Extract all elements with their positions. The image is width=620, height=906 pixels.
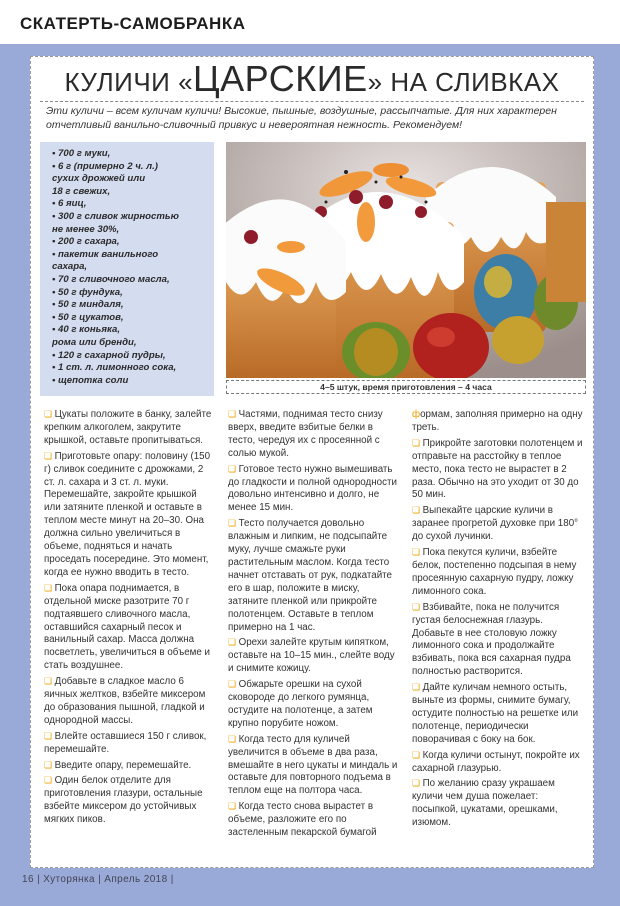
instructions-column-1 bbox=[44, 408, 216, 829]
instruction-step bbox=[412, 408, 584, 435]
step-text: Дайте куличам немного остыть, выньте из формы, снимите бумагу, остудите полностью на решетке или полотенце, периодически поворачивая с боку на бок. bbox=[412, 682, 579, 745]
step-bullet-icon: ❏ bbox=[412, 778, 423, 789]
title-highlight: ЦАРСКИЕ bbox=[193, 58, 368, 99]
instruction-step bbox=[44, 774, 216, 827]
step-text: Прикройте заготовки полотенцем и отправьте на расстойку в теплое место, пока тесто не вырастет в 2 раза. Обычно на это уходит от 30 до 50 мин. bbox=[412, 437, 583, 501]
ingredient-line: 18 г свежих, bbox=[52, 185, 111, 197]
instruction-step bbox=[44, 408, 216, 448]
instructions-column-3 bbox=[412, 408, 584, 832]
step-text: Добавьте в сладкое масло 6 яичных желтков, взбейте миксером до образования пышной, гладкой и однородной массы. bbox=[44, 676, 206, 726]
step-text: Приготовьте опару: половину (150 г) сливок соедините с дрожжами, 2 ст. л. сахара и 3 ст. л. муки. Перемешайте, закройте крышкой или затяните пленкой и оставьте в теплом месте минут на 20–30. Она должна сильно увеличиться в объеме, подняться и начать проседать посередине. Это момент, когда ее нужно вводить в тесто. bbox=[44, 450, 211, 578]
step-bullet-icon: ❏ bbox=[412, 437, 423, 448]
step-bullet-icon: ❏ bbox=[44, 450, 55, 461]
instructions-column-2 bbox=[228, 408, 400, 842]
instruction-step bbox=[228, 733, 400, 799]
step-bullet-icon: ❏ bbox=[228, 463, 239, 474]
step-bullet-icon: ❏ bbox=[412, 682, 423, 693]
instruction-step bbox=[228, 463, 400, 516]
ingredient-line: • 50 г фундука, bbox=[52, 286, 123, 298]
ingredient-line: • щепотка соли bbox=[52, 374, 129, 386]
step-text: Пока пекутся куличи, взбейте белок, постепенно подсыпая в нему просеянную сахарную пудру, ложку лимонного сока. bbox=[412, 547, 577, 597]
ingredient-line: • 6 яиц, bbox=[52, 198, 87, 210]
step-text: Один белок отделите для приготовления глазури, остальные взбейте миксером до устойчивых мягких пиков. bbox=[44, 775, 203, 826]
step-text: Выпекайте царские куличи в заранее прогретой духовке при 180° до сухой лучинки. bbox=[412, 505, 579, 543]
step-bullet-icon: ❏ bbox=[44, 759, 55, 770]
step-bullet-icon: ❏ bbox=[412, 601, 423, 612]
ingredient-line: • 200 г сахара, bbox=[52, 236, 120, 248]
title-divider bbox=[40, 101, 584, 102]
instruction-step bbox=[412, 504, 584, 544]
step-bullet-icon: ❏ bbox=[412, 749, 423, 760]
step-text: Когда куличи остынут, покройте их сахарной глазурью. bbox=[412, 749, 580, 774]
instruction-step bbox=[228, 408, 400, 461]
step-text: Когда тесто для куличей увеличится в объеме в два раза, вмешайте в него цукаты и миндаль и оставьте для повторного подъема в теплом еще на полтора часа. bbox=[228, 733, 398, 797]
ingredient-line: • 700 г муки, bbox=[52, 148, 111, 159]
instruction-step bbox=[228, 800, 400, 840]
step-text: По желанию сразу украшаем куличи чем душа пожелает: посыпкой, цукатами, орешками, изюмом. bbox=[412, 778, 558, 829]
step-bullet-icon: ❏ bbox=[44, 409, 55, 419]
step-text: Цукаты положите в банку, залейте крепким алкоголем, закрутите крышкой, оставьте пропитываться. bbox=[44, 409, 212, 446]
step-bullet-icon: ❏ bbox=[228, 518, 239, 529]
step-bullet-icon: ❏ bbox=[412, 505, 423, 516]
step-text: Введите опару, перемешайте. bbox=[54, 759, 192, 771]
step-text: формам, заполняя примерно на одну треть. bbox=[412, 409, 583, 433]
recipe-intro: Эти куличи – всем куличам куличи! Высокие, пышные, воздушные, рассыпчатые. Для них характерен отчетливый ванильно-сливочный привкус и невероятная нежность. Рекомендуем! bbox=[46, 105, 557, 131]
instruction-step bbox=[44, 582, 216, 673]
step-text: Взбивайте, пока не получится густая белоснежная глазурь. Добавьте в нее столовую ложку лимонного сока и продолжайте взбивать, пока вся сахарная пудра полностью растворится. bbox=[412, 601, 571, 678]
instruction-step bbox=[44, 730, 216, 757]
photo-caption: 4–5 штук, время приготовления – 4 часа bbox=[226, 380, 586, 394]
step-bullet-icon: ❏ bbox=[44, 730, 55, 741]
step-text: Обжарьте орешки на сухой сковороде до легкого румянца, остудите на полотенце, а затем крупно порубите ножом. bbox=[228, 679, 373, 729]
ingredient-line: • 1 ст. л. лимонного сока, bbox=[52, 362, 177, 374]
step-text: Готовое тесто нужно вымешивать до гладкости и полной однородности довольно интенсивно и долго, не менее 15 мин. bbox=[228, 463, 397, 514]
photo-illustration bbox=[226, 142, 586, 378]
recipe-title bbox=[30, 58, 594, 100]
instruction-step bbox=[228, 636, 400, 676]
instruction-step bbox=[412, 749, 584, 776]
step-bullet-icon: ❏ bbox=[228, 679, 239, 690]
instruction-step bbox=[228, 517, 400, 634]
ingredients-box bbox=[40, 142, 214, 396]
step-bullet-icon: ❏ bbox=[228, 733, 239, 744]
title-part-1: КУЛИЧИ « bbox=[64, 67, 194, 97]
section-label: СКАТЕРТЬ-САМОБРАНКА bbox=[20, 14, 246, 33]
step-text: Тесто получается довольно влажным и липким, не подсыпайте муку, лучше смажьте руки растительным маслом. Когда тесто начнет отставать от рук, подкатайте его в шар, положите в миску, затяните пленкой или прикройте полотенцем. Оставьте в теплом примерно на 1 час. bbox=[228, 518, 392, 633]
ingredient-line: не менее 30%, bbox=[52, 223, 120, 235]
step-text: Орехи залейте крутым кипятком, оставьте на 10–15 мин., слейте воду и снимите кожицу. bbox=[228, 637, 395, 675]
step-text: Частями, поднимая тесто снизу вверх, введите взбитые белки в тесто, чередуя их с просеянной с солью мукой. bbox=[228, 409, 383, 459]
ingredient-line: • 50 г цукатов, bbox=[52, 311, 124, 323]
step-text: Пока опара поднимается, в отдельной миске разотрите 70 г подтаявшего сливочного масла, оставшийся сахарный песок и ванильный сахар. Масса должна посветлеть, увеличиться в объеме и стать воздушнее. bbox=[44, 582, 211, 672]
ingredient-line: • 70 г сливочного масла, bbox=[52, 273, 170, 285]
ingredient-line: • 120 г сахарной пудры, bbox=[52, 349, 166, 361]
instruction-step bbox=[44, 675, 216, 728]
ingredient-line: • 300 г сливок жирностью bbox=[52, 210, 179, 222]
step-bullet-icon: ❏ bbox=[44, 676, 55, 687]
step-bullet-icon: ❏ bbox=[412, 547, 423, 558]
ingredient-line: • 6 г (примерно 2 ч. л.) bbox=[52, 160, 158, 172]
instruction-step bbox=[412, 546, 584, 599]
step-bullet-icon: ❏ bbox=[44, 775, 55, 786]
instruction-step bbox=[412, 437, 584, 503]
easter-cakes-photo bbox=[226, 142, 586, 378]
step-bullet-icon: ❏ bbox=[228, 637, 239, 648]
step-bullet-icon: ❏ bbox=[44, 582, 55, 593]
instruction-step bbox=[412, 777, 584, 830]
instruction-step bbox=[412, 601, 584, 679]
instruction-step bbox=[412, 681, 584, 747]
instruction-step bbox=[44, 450, 216, 580]
title-part-2: » НА СЛИВКАХ bbox=[367, 67, 560, 97]
step-bullet-icon: ❏ bbox=[228, 801, 239, 812]
page-folio: 16 | Хуторянка | Апрель 2018 | bbox=[22, 874, 174, 885]
step-bullet-icon: ❏ bbox=[228, 409, 239, 419]
ingredient-line: рома или бренди, bbox=[52, 336, 137, 348]
ingredient-line: сухих дрожжей или bbox=[52, 173, 146, 185]
instruction-step bbox=[228, 678, 400, 731]
ingredient-line: сахара, bbox=[52, 261, 88, 273]
top-bar bbox=[0, 0, 620, 44]
step-text: Когда тесто снова вырастет в объеме, разложите его по застеленным пекарской бумагой bbox=[228, 801, 377, 839]
ingredient-line: • пакетик ванильного bbox=[52, 248, 159, 260]
step-text: Влейте оставшиеся 150 г сливок, перемешайте. bbox=[44, 730, 207, 755]
ingredient-line: • 50 г миндаля, bbox=[52, 299, 124, 311]
ingredient-line: • 40 г коньяка, bbox=[52, 324, 120, 336]
instruction-step bbox=[44, 759, 216, 773]
